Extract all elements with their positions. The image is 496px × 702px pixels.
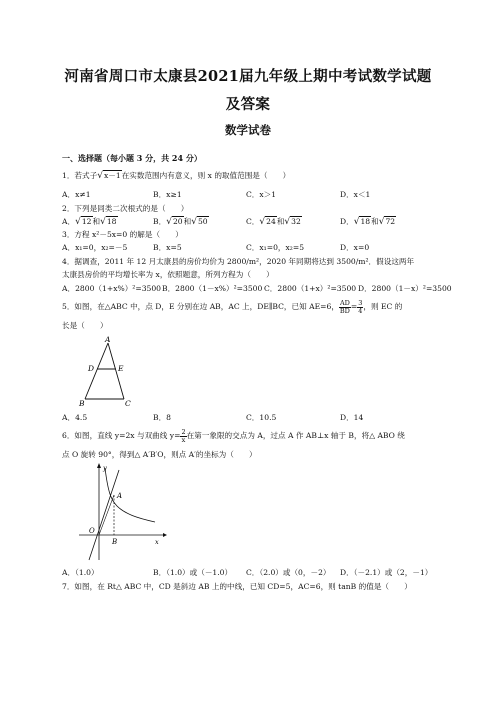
q5-option-b: B．8 — [153, 413, 172, 422]
q3-option-a: A．x₁=0，x₂=－5 — [62, 243, 128, 252]
coordinate-figure — [75, 462, 175, 562]
question-5-line2: 长是（ ） — [62, 321, 108, 330]
label-c: C — [125, 399, 131, 408]
q6-option-c: C．（2.0）或（0，－2） — [246, 568, 331, 577]
question-5-line1: 5．如图，在△ABC 中，点 D，E 分别在边 AB，AC 上，DE∥BC，已知 AE=6， $\frac{AD}{BD}$ = $\frac{3}{4}$ ，则 EC 的 — [62, 299, 403, 315]
label-e: E — [118, 364, 124, 373]
q4-option-c: C．2800（1+x）²=3500 — [264, 284, 357, 293]
q1-option-a: A．x≠1 — [62, 190, 91, 199]
fraction-2-x: $\frac{2}{x}$ — [181, 428, 186, 444]
q6-option-d: D．（－2.1）或（2，－1） — [340, 568, 433, 577]
question-6-line1: 6．如图，直线 y=2x 与双曲线 y= $\frac{2}{x}$ 在第一象限的交点为 A，过点 A 作 AB⊥x 轴于 B，将△ ABO 绕 — [62, 428, 405, 444]
page-title: 河南省周口市太康县2021届九年级上期中考试数学试题 — [64, 68, 432, 85]
label-o: O — [89, 527, 95, 535]
q6-option-b: B．（1.0）或（－1.0） — [153, 568, 233, 577]
question-3-stem: 3．方程 x²－5x=0 的解是（ ） — [62, 230, 183, 239]
question-2-stem: 2．下列是同类二次根式的是（ ） — [62, 204, 189, 213]
q4-option-b: B．2800（1－x%）²=3500 — [162, 284, 263, 293]
q2-option-d: D．√18和√72 — [340, 217, 396, 227]
label-d: D — [88, 364, 95, 373]
q5-option-a: A．4.5 — [62, 413, 88, 422]
q1-option-b: B．x≥1 — [153, 190, 182, 199]
radical-sign: √ — [97, 171, 103, 181]
q6-option-a: A．（1.0） — [62, 568, 99, 577]
question-1-stem: 1．若式子√x－1在实数范围内有意义，则 x 的取值范围是（ ） — [62, 171, 291, 181]
q3-option-c: C．x₁=0，x₂=5 — [246, 243, 305, 252]
radicand: x－1 — [103, 171, 121, 180]
question-6-line2: 点 O 旋转 90°，得到△ A′B′O，则点 A′的坐标为（ ） — [62, 450, 257, 459]
q1-option-c: C．x＞1 — [246, 190, 277, 199]
q2-option-b: B．√20和√50 — [153, 217, 208, 227]
fraction-3-4: $\frac{3}{4}$ — [358, 299, 363, 315]
question-7-stem: 7．如图，在 Rt△ ABC 中，CD 是斜边 AB 上的中线，已知 CD=5，AC=6，则 tanB 的值是（ ） — [62, 582, 412, 591]
page-subtitle: 数学试卷 — [225, 123, 271, 137]
q1-option-d: D．x＜1 — [340, 190, 371, 199]
q5-option-c: C．10.5 — [246, 413, 277, 422]
q2-option-c: C．√24和√32 — [246, 217, 301, 227]
label-b: B — [112, 538, 118, 546]
page-title-line2: 及答案 — [225, 96, 271, 113]
label-y-axis: y — [103, 464, 107, 472]
fraction-ad-bd: $\frac{AD}{BD}$ — [339, 299, 350, 315]
triangle-figure — [80, 336, 150, 408]
q4-option-a: A．2800（1+x%）²=3500 — [62, 284, 162, 293]
q3-option-d: D．x=0 — [340, 243, 370, 252]
section-heading: 一、选择题（每小题 3 分，共 24 分） — [62, 153, 202, 163]
label-x-axis: x — [155, 538, 159, 546]
label-b: B — [79, 399, 85, 408]
question-4-line1: 4．据调查，2011 年 12 月太康县的房价均价为 2800/m²，2020 年同期将达到 3500/m²．假设这两年 — [62, 257, 415, 266]
q2-option-a: A．√12和√18 — [62, 217, 117, 227]
label-a: A — [117, 492, 123, 500]
q5-option-d: D．14 — [340, 413, 364, 422]
label-a: A — [105, 335, 111, 344]
question-4-line2: 太康县房价的平均增长率为 x，依照题意，所列方程为（ ） — [62, 270, 274, 279]
q4-option-d: D．2800（1－x）²=3500 — [358, 284, 452, 293]
q3-option-b: B．x=5 — [153, 243, 182, 252]
